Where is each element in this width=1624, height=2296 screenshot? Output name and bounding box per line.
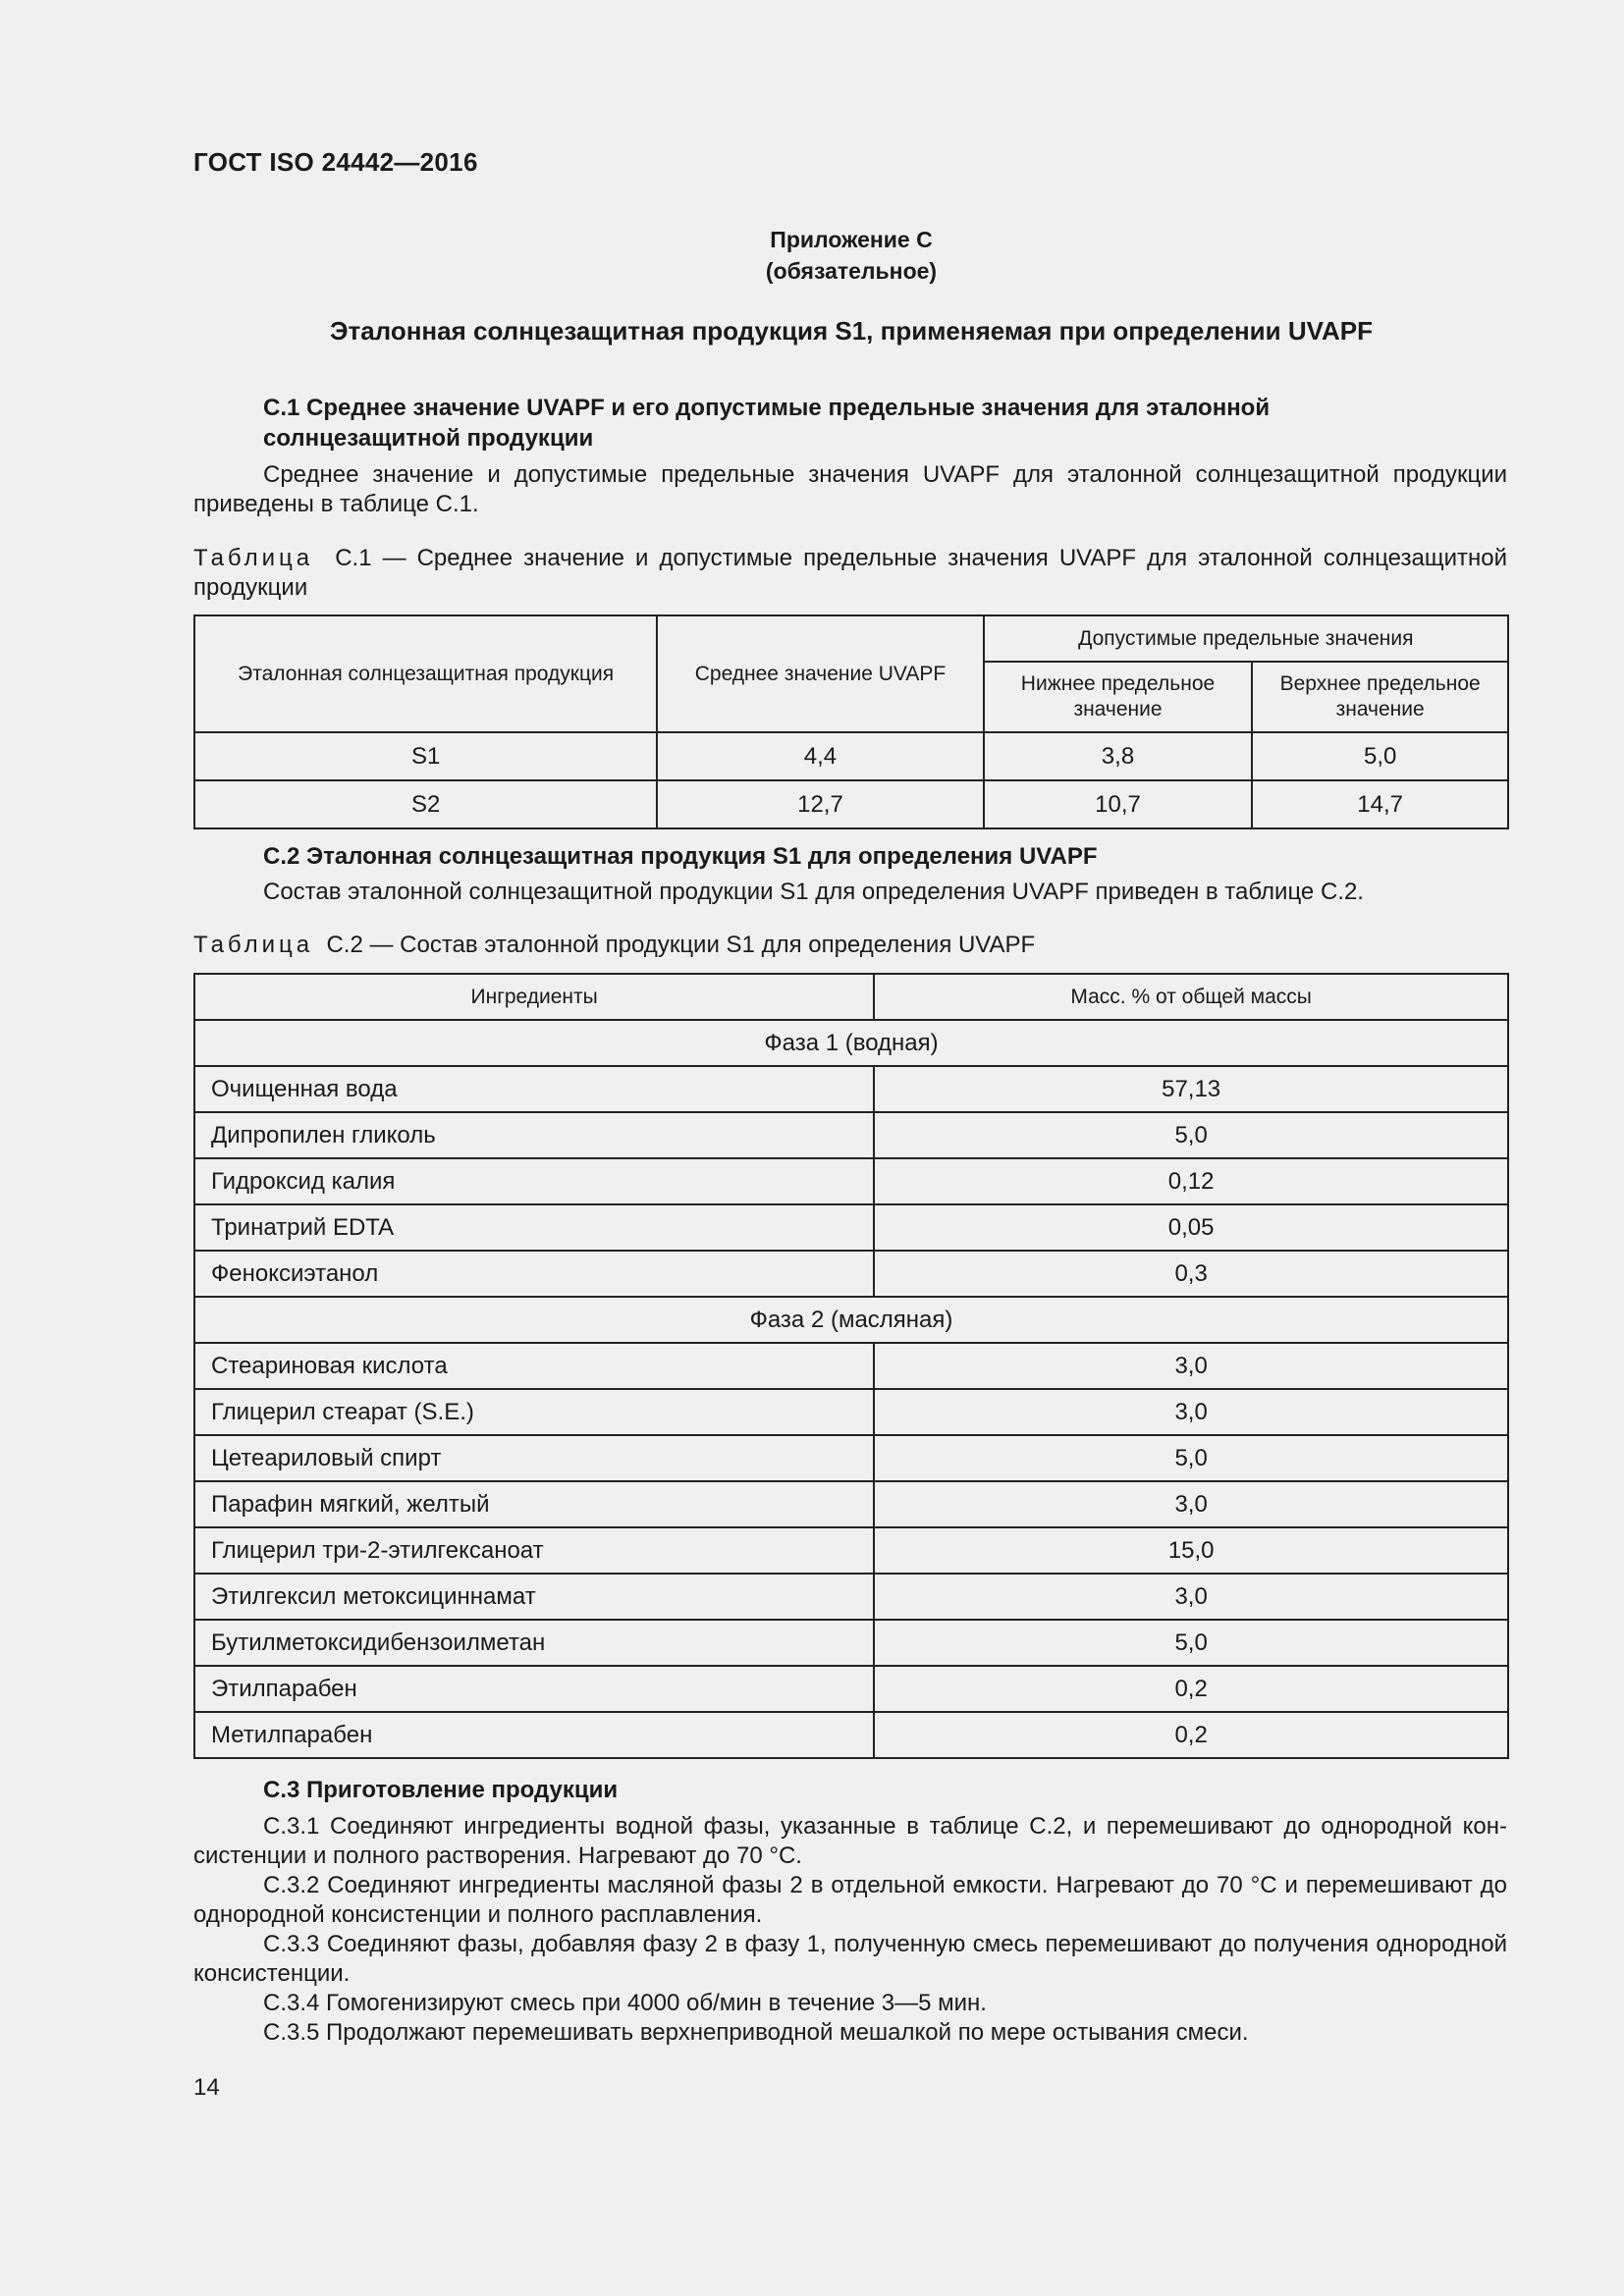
table-row <box>194 732 1508 780</box>
table-row <box>194 1574 1508 1620</box>
t1-lower: 10,7 <box>984 780 1253 828</box>
table-row <box>194 1481 1508 1527</box>
ingredient-mass: 5,0 <box>874 1435 1508 1481</box>
page-number: 14 <box>193 2074 220 2101</box>
table-c2 <box>193 973 1509 1759</box>
ingredient-mass: 0,05 <box>874 1204 1508 1251</box>
table-row <box>194 1158 1508 1204</box>
ingredient-name: Гидроксид калия <box>194 1158 874 1204</box>
ingredient-mass: 15,0 <box>874 1527 1508 1574</box>
ingredient-name: Феноксиэтанол <box>194 1251 874 1297</box>
section-c3-item: С.3.1 Соединяют ингредиенты водной фазы, указанные в таблице С.2, и перемешивают до однородной консистенции и полного растворения. Нагревают до 70 °С. <box>193 1813 1507 1869</box>
table-row <box>194 1712 1508 1758</box>
table2-caption-text: С.2 — Состав эталонной продукции S1 для определения UVAPF <box>326 932 1036 958</box>
t1-header-product: Эталонная солнцезащитная продукция <box>194 615 657 732</box>
appendix-heading <box>193 224 1509 287</box>
ingredient-name: Этилпарабен <box>194 1666 874 1712</box>
t1-header-upper: Верхнее предельное значение <box>1252 662 1508 732</box>
appendix-subtitle: (обязательное) <box>765 258 938 284</box>
section-c3-body <box>193 1812 1507 2048</box>
ingredient-mass: 5,0 <box>874 1620 1508 1666</box>
table-row <box>194 1435 1508 1481</box>
t1-header-mean: Среднее значение UVAPF <box>657 615 983 732</box>
ingredient-mass: 57,13 <box>874 1066 1508 1112</box>
ingredient-mass: 5,0 <box>874 1112 1508 1158</box>
t1-mean: 12,7 <box>657 780 983 828</box>
table-row <box>194 1204 1508 1251</box>
table-row <box>194 1112 1508 1158</box>
ingredient-name: Тринатрий EDTA <box>194 1204 874 1251</box>
ingredient-mass: 0,2 <box>874 1666 1508 1712</box>
section-c2-text: Состав эталонной солнцезащитной продукции S1 для определения UVAPF приведен в таблице С.2. <box>263 879 1364 905</box>
section-c3-item: С.3.3 Соединяют фазы, добавляя фазу 2 в фазу 1, полученную смесь перемешивают до получения однородной консистенции. <box>193 1931 1507 1987</box>
section-c1-heading <box>263 393 1343 454</box>
section-c1-text: Среднее значение и допустимые предельные значения UVAPF для эталонной солнцезащитной продукции приведены в таблице С.1. <box>193 461 1507 517</box>
table-c1 <box>193 614 1509 829</box>
ingredient-name: Парафин мягкий, желтый <box>194 1481 874 1527</box>
ingredient-mass: 0,3 <box>874 1251 1508 1297</box>
ingredient-name: Глицерил стеарат (S.E.) <box>194 1389 874 1435</box>
t2-header-ingredient: Ингредиенты <box>194 974 874 1020</box>
t1-upper: 5,0 <box>1252 732 1508 780</box>
table2-caption <box>193 931 1507 960</box>
t1-mean: 4,4 <box>657 732 983 780</box>
table-row <box>194 780 1508 828</box>
table-row <box>194 1527 1508 1574</box>
table1-caption <box>193 544 1507 603</box>
ingredient-name: Метилпарабен <box>194 1712 874 1758</box>
ingredient-name: Цетеариловый спирт <box>194 1435 874 1481</box>
table-row <box>194 1343 1508 1389</box>
t1-header-lower: Нижнее предельное значение <box>984 662 1253 732</box>
section-c3-heading: С.3 Приготовление продукции <box>263 1777 619 1803</box>
document-header: ГОСТ ISO 24442—2016 <box>193 147 478 177</box>
section-c1-heading-line2: солнцезащитной продукции <box>263 425 594 452</box>
ingredient-mass: 3,0 <box>874 1343 1508 1389</box>
section-c3-item: С.3.2 Соединяют ингредиенты масляной фазы 2 в отдельной емкости. Нагревают до 70 °С и перемешивают до однородной консистенции и полного расплавления. <box>193 1872 1507 1928</box>
ingredient-name: Стеариновая кислота <box>194 1343 874 1389</box>
ingredient-name: Бутилметоксидибензоилметан <box>194 1620 874 1666</box>
section-c3-item: С.3.5 Продолжают перемешивать верхнеприводной мешалкой по мере остывания смеси. <box>263 2019 1249 2046</box>
ingredient-name: Дипропилен гликоль <box>194 1112 874 1158</box>
ingredient-mass: 0,2 <box>874 1712 1508 1758</box>
t1-upper: 14,7 <box>1252 780 1508 828</box>
table1-caption-text: С.1 — Среднее значение и допустимые предельные значения UVAPF для эталонной солнцезащитной продукции <box>193 545 1507 601</box>
t2-header-mass: Масс. % от общей массы <box>874 974 1508 1020</box>
table2-caption-prefix: Таблица <box>193 932 314 958</box>
ingredient-mass: 3,0 <box>874 1389 1508 1435</box>
ingredient-mass: 3,0 <box>874 1574 1508 1620</box>
appendix-title: Приложение С <box>770 227 933 252</box>
section-c3-item: С.3.4 Гомогенизируют смесь при 4000 об/мин в течение 3—5 мин. <box>263 1990 987 2016</box>
table-row <box>194 1389 1508 1435</box>
t1-lower: 3,8 <box>984 732 1253 780</box>
table-row <box>194 1251 1508 1297</box>
table1-caption-prefix: Таблица <box>193 545 314 571</box>
section-c1-heading-line1: С.1 Среднее значение UVAPF и его допустимые предельные значения для эталонной <box>263 395 1271 421</box>
table-row <box>194 1066 1508 1112</box>
document-title: Эталонная солнцезащитная продукция S1, применяемая при определении UVAPF <box>329 316 1374 346</box>
t2-phase1-label: Фаза 1 (водная) <box>194 1020 1508 1066</box>
ingredient-name: Очищенная вода <box>194 1066 874 1112</box>
table-row <box>194 1666 1508 1712</box>
t1-header-limits: Допустимые предельные значения <box>984 615 1508 662</box>
t2-phase2-label: Фаза 2 (масляная) <box>194 1297 1508 1343</box>
ingredient-mass: 0,12 <box>874 1158 1508 1204</box>
ingredient-name: Глицерил три-2-этилгексаноат <box>194 1527 874 1574</box>
ingredient-name: Этилгексил метоксициннамат <box>194 1574 874 1620</box>
section-c2-heading: С.2 Эталонная солнцезащитная продукция S1 для определения UVAPF <box>263 843 1098 870</box>
t1-product: S2 <box>194 780 657 828</box>
ingredient-mass: 3,0 <box>874 1481 1508 1527</box>
table-row <box>194 1620 1508 1666</box>
t1-product: S1 <box>194 732 657 780</box>
